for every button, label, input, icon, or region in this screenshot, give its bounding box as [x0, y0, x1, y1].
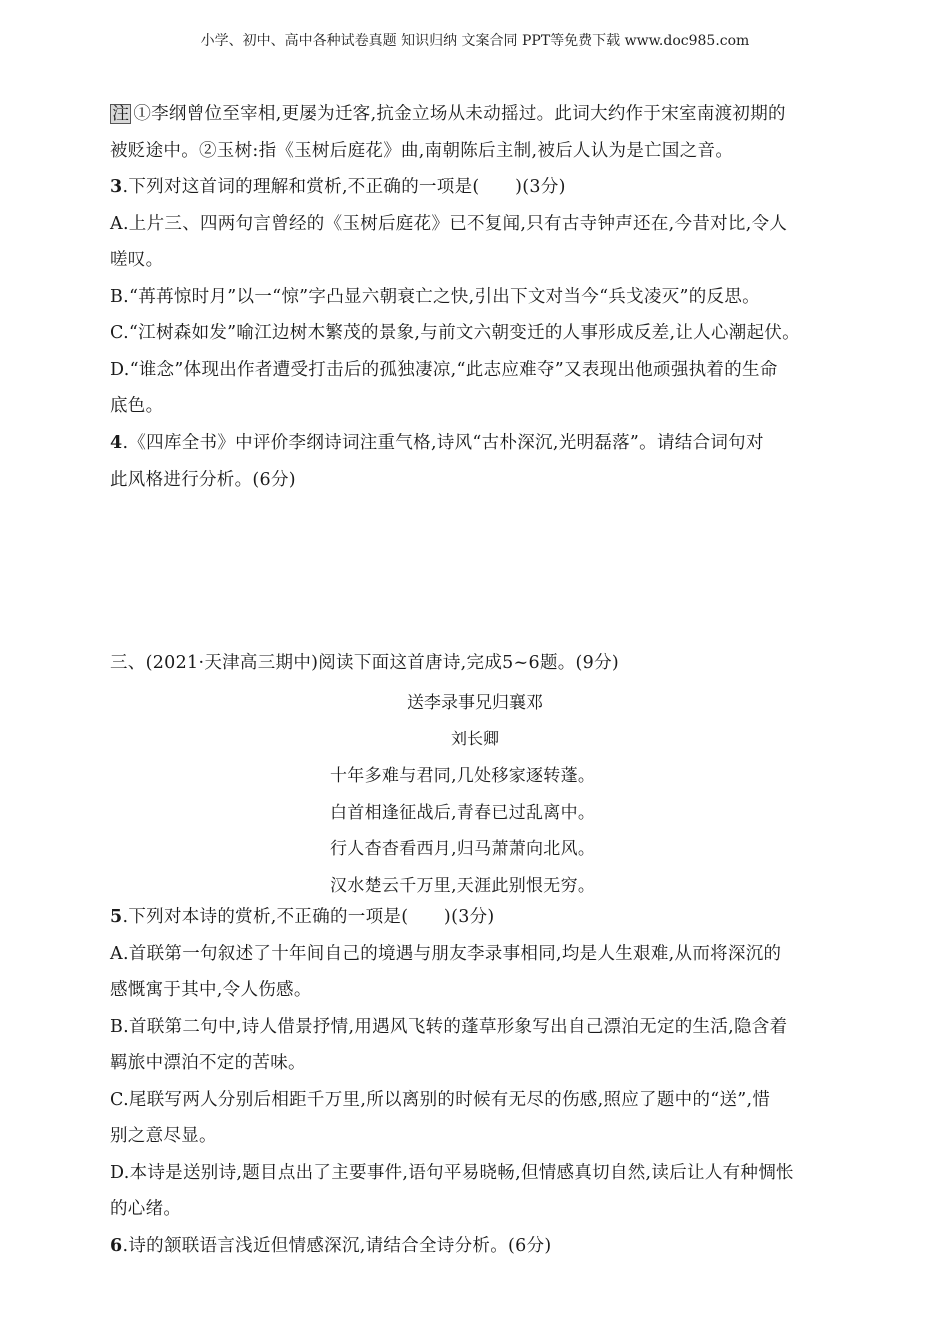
note-label: 注 [112, 104, 130, 124]
question-5 [110, 899, 845, 1264]
option-5a-line-2: 感慨寓于其中,令人伤感。 [110, 980, 312, 1000]
poem-body [330, 758, 595, 904]
question-5-stem-text: .下列对本诗的赏析,不正确的一项是( )(3分) [122, 907, 495, 927]
poem-line-3: 行人杳杳看西月,归马萧萧向北风。 [330, 839, 596, 859]
question-6-stem-text: .诗的颔联语言浅近但情感深沉,请结合全诗分析。(6分) [122, 1235, 552, 1256]
question-5-number: 5 [110, 907, 123, 927]
question-6 [110, 1228, 845, 1265]
option-3a-line-2: 嗟叹。 [110, 250, 164, 270]
question-4-line-2: 此风格进行分析。(6分) [110, 469, 296, 490]
question-6-number: 6 [110, 1235, 123, 1256]
option-3d-line-1: D.“谁念”体现出作者遭受打击后的孤独凄凉,“此志应难夺”又表现出他顽强执着的生命 [110, 359, 778, 380]
option-5b-line-2: 羁旅中漂泊不定的苦味。 [110, 1053, 306, 1073]
question-4-number: 4 [110, 433, 123, 453]
question-3 [110, 169, 845, 425]
option-5c-line-1: C.尾联写两人分别后相距千万里,所以离别的时候有无尽的伤感,照应了题中的“送”,惜 [110, 1089, 771, 1110]
option-5d-line-1: D.本诗是送别诗,题目点出了主要事件,语句平易晓畅,但情感真切自然,读后让人有种惆怅 [110, 1162, 794, 1183]
question-3-number: 3 [110, 177, 123, 197]
question-3-stem-text: .下列对这首词的理解和赏析,不正确的一项是( )(3分) [122, 177, 566, 197]
note-line-2: 被贬途中。②玉树:指《玉树后庭花》曲,南朝陈后主制,被后人认为是亡国之音。 [110, 140, 734, 161]
poem-line-4: 汉水楚云千万里,天涯此别恨无穷。 [330, 875, 596, 896]
poem-title: 送李录事兄归襄邓 [407, 693, 543, 713]
note-text-1: ①李纲曾位至宰相,更屡为迁客,抗金立场从未动摇过。此词大约作于宋室南渡初期的 [133, 104, 786, 124]
poem-line-2: 白首相逢征战后,青春已过乱离中。 [330, 802, 596, 823]
note-line-1 [110, 96, 845, 133]
poem-author: 刘长卿 [450, 729, 499, 748]
option-5d-line-2: 的心绪。 [110, 1199, 182, 1219]
option-3b: B.“苒苒惊时月”以一“惊”字凸显六朝衰亡之快,引出下文对当今“兵戈凌灭”的反思。 [110, 286, 760, 307]
question-4-text-1: .《四库全书》中评价李纲诗词注重气格,诗风“古朴深沉,光明磊落”。请结合词句对 [122, 433, 764, 453]
option-5b-line-1: B.首联第二句中,诗人借景抒情,用遇风飞转的蓬草形象写出自己漂泊无定的生活,隐含着 [110, 1016, 788, 1037]
poem-line-1: 十年多难与君同,几处移家逐转蓬。 [330, 766, 596, 786]
section-3-heading [110, 645, 845, 682]
option-3a-line-1: A.上片三、四两句言曾经的《玉树后庭花》已不复闻,只有古寺钟声还在,今昔对比,令人 [110, 213, 788, 234]
question-3-stem [110, 169, 845, 206]
page-header: 小学、初中、高中各种试卷真题 知识归纳 文案合同 PPT等免费下载 www.doc985.com [200, 33, 750, 49]
option-3c: C.“江树森如发”喻江边树木繁茂的景象,与前文六朝变迁的人事形成反差,让人心潮起伏。 [110, 323, 800, 343]
option-5a-line-1: A.首联第一句叙述了十年间自己的境遇与朋友李录事相同,均是人生艰难,从而将深沉的 [110, 943, 782, 964]
note-block [110, 96, 845, 169]
option-5c-line-2: 别之意尽显。 [110, 1126, 217, 1146]
question-5-stem [110, 899, 845, 936]
question-4-line-1 [110, 425, 845, 462]
question-4 [110, 425, 845, 498]
option-3d-line-2: 底色。 [110, 396, 164, 416]
section-3-heading-text: 三、(2021·天津高三期中)阅读下面这首唐诗,完成5~6题。(9分) [110, 653, 620, 673]
